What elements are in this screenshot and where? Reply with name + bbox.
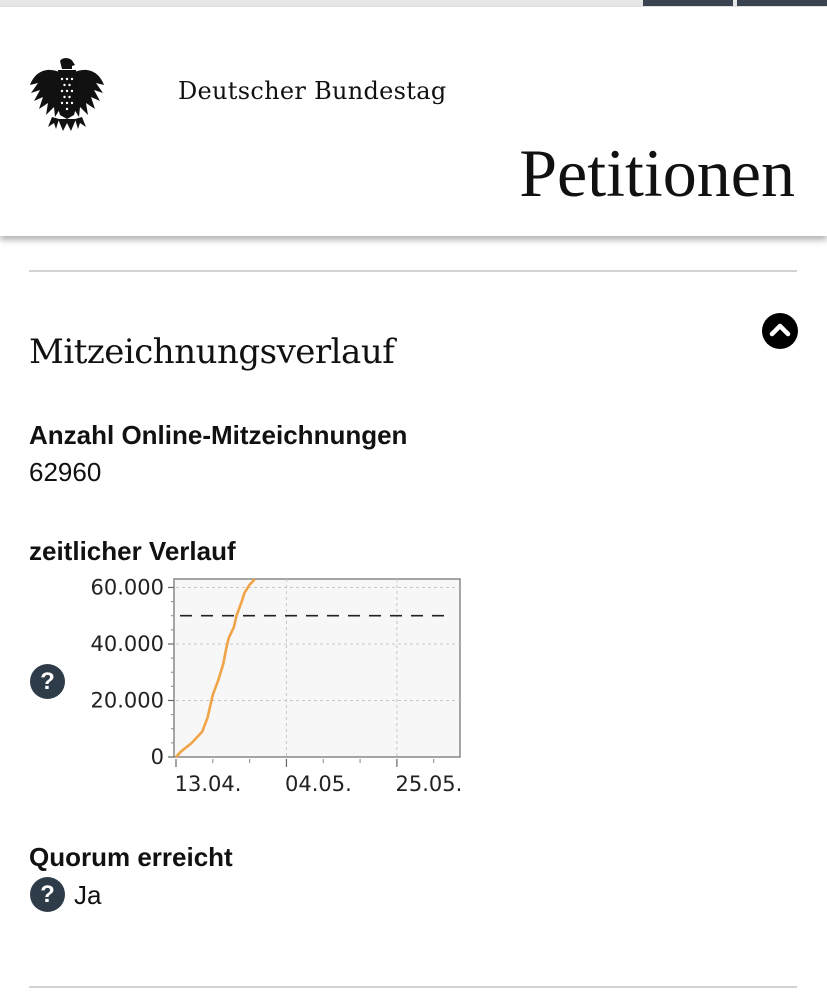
y-tick-label: 40.000 <box>90 631 164 656</box>
help-icon[interactable]: ? <box>30 877 65 912</box>
x-tick-label: 13.04. <box>174 772 242 796</box>
y-tick-label: 0 <box>150 745 164 769</box>
help-icon[interactable]: ? <box>30 664 65 699</box>
online-signatures-value: 62960 <box>29 457 102 487</box>
timeline-label: zeitlicher Verlauf <box>29 536 236 566</box>
top-nav-button-2[interactable] <box>737 0 827 6</box>
org-name: Deutscher Bundestag <box>178 77 447 105</box>
divider-bottom <box>29 986 797 988</box>
divider-top <box>29 270 797 272</box>
x-tick-label: 04.05. <box>285 772 352 796</box>
quorum-value: Ja <box>74 880 102 910</box>
bundesadler-eagle-icon[interactable] <box>28 57 106 133</box>
section-title: Mitzeichnungsverlauf <box>29 332 395 372</box>
collapse-section-button[interactable] <box>762 313 798 349</box>
y-tick-label: 60.000 <box>90 575 164 600</box>
plot-area <box>174 579 460 757</box>
quorum-label: Quorum erreicht <box>29 842 233 872</box>
signatures-timeline-chart <box>70 572 470 804</box>
online-signatures-label: Anzahl Online-Mitzeichnungen <box>29 420 408 450</box>
site-title: Petitionen <box>519 135 795 211</box>
x-tick-label: 25.05. <box>395 772 463 796</box>
chevron-up-icon <box>762 313 798 349</box>
y-tick-label: 20.000 <box>90 688 164 713</box>
top-nav-button-1[interactable] <box>643 0 733 6</box>
site-header <box>0 7 827 236</box>
